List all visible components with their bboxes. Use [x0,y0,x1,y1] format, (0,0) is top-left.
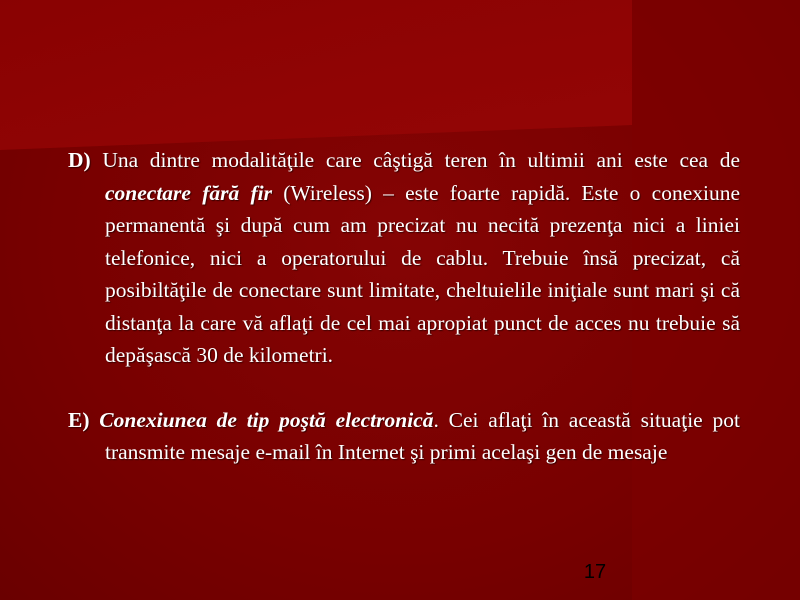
accent-panel-shape [0,0,632,150]
paragraph-e-text-after: . Cei aflaţi în această situaţie pot transmite mesaje e-mail în Internet şi primi acelaşi gen de mesaje [105,407,740,464]
paragraph-d-emphasis: conectare fără fir [105,180,272,205]
slide-body [68,144,740,469]
paragraph-d-text-after: (Wireless) – este foarte rapidă. Este o conexiune permanentă şi după cum am precizat nu necită prezenţa nici a liniei telefonice, nici a operatorului de cablu. Trebuie însă precizat, că posibiltăţile de conectare sunt limitate, cheltuielile iniţiale sunt mari şi că distanţa la care vă aflaţi de cel mai apropiat punct de acces nu trebuie să depăşască 30 de kilometri. [105,180,740,367]
paragraph-d-letter: D) [68,148,91,172]
paragraph-d [68,144,740,372]
paragraph-d-text-before: Una dintre modalităţile care câştigă teren în ultimii ani este cea de [90,148,740,172]
paragraph-e-text-before [90,408,100,432]
paragraph-e-letter: E) [68,407,90,432]
page-number: 17 [583,561,607,583]
paragraph-e-emphasis: Conexiunea de tip poştă electronică [99,407,434,432]
paragraph-e [68,404,740,469]
